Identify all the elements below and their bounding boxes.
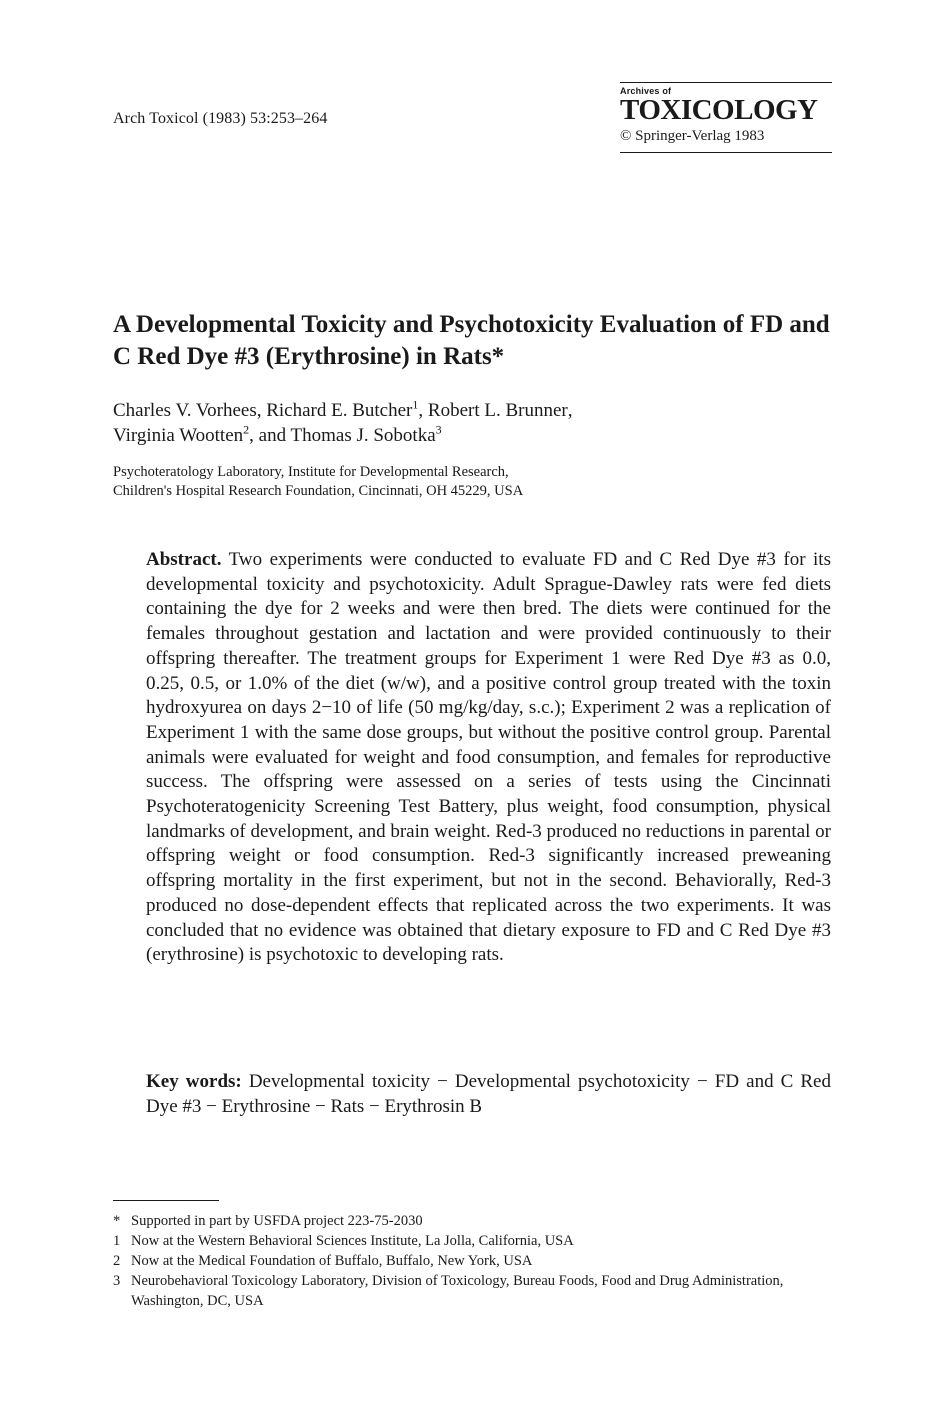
author-name: Robert L. Brunner bbox=[427, 400, 568, 421]
journal-masthead bbox=[620, 82, 832, 153]
footnote-text: Now at the Western Behavioral Sciences Institute, La Jolla, California, USA bbox=[131, 1233, 574, 1249]
footnote-mark: 2 bbox=[113, 1253, 121, 1269]
author-affiliation bbox=[113, 463, 813, 501]
author-name: Thomas J. Sobotka bbox=[290, 425, 436, 446]
author-separator: , bbox=[418, 400, 428, 421]
author-list bbox=[113, 398, 813, 448]
keywords-paragraph bbox=[146, 1070, 831, 1119]
footnote bbox=[113, 1271, 838, 1311]
footnotes bbox=[113, 1211, 838, 1311]
journal-citation: Arch Toxicol (1983) 53:253–264 bbox=[113, 110, 328, 127]
footnote bbox=[113, 1211, 838, 1231]
author-affiliation-mark: 3 bbox=[435, 422, 442, 437]
keywords-text: Developmental toxicity − Developmental psychotoxicity − FD and C Red Dye #3 − Erythrosine − Rats − Erythrosin B bbox=[146, 1071, 831, 1117]
footnote-mark: 3 bbox=[113, 1273, 121, 1289]
author-affiliation-mark: 1 bbox=[412, 397, 419, 412]
footnote-text: Supported in part by USFDA project 223-75-2030 bbox=[131, 1213, 423, 1229]
journal-kicker: Archives of bbox=[620, 86, 672, 96]
author-affiliation-mark: 2 bbox=[243, 422, 250, 437]
footnote-divider bbox=[113, 1200, 219, 1201]
footnote-text: Now at the Medical Foundation of Buffalo, Buffalo, New York, USA bbox=[131, 1253, 533, 1269]
keywords-label: Key words: bbox=[146, 1071, 242, 1092]
author-separator: , bbox=[567, 400, 573, 421]
abstract-label: Abstract. bbox=[146, 549, 222, 570]
footnote-text: Neurobehavioral Toxicology Laboratory, Division of Toxicology, Bureau Foods, Food and Drug Administration, Washington, DC, USA bbox=[131, 1273, 784, 1309]
copyright-line: © Springer-Verlag 1983 bbox=[620, 128, 765, 144]
author-name: Virginia Wootten bbox=[113, 425, 244, 446]
footnote-mark: * bbox=[113, 1213, 121, 1229]
abstract-paragraph bbox=[146, 548, 831, 968]
journal-name: TOXICOLOGY bbox=[620, 94, 818, 126]
article-title: A Developmental Toxicity and Psychotoxicity Evaluation of FD and C Red Dye #3 (Erythrosine) in Rats* bbox=[113, 311, 830, 370]
affiliation-line: Children's Hospital Research Foundation, Cincinnati, OH 45229, USA bbox=[113, 483, 524, 499]
footnote bbox=[113, 1251, 838, 1271]
author-separator: , and bbox=[249, 425, 291, 446]
abstract-text: Two experiments were conducted to evaluate FD and C Red Dye #3 for its developmental toxicity and psychotoxicity. Adult Sprague-Dawley rats were fed diets containing the dye for 2 weeks and were then bred. The diets were continued for the females throughout gestation and lactation and were provided continuously to their offspring thereafter. The treatment groups for Experiment 1 were Red Dye #3 as 0.0, 0.25, 0.5, or 1.0% of the diet (w/w), and a positive control group treated with the toxin hydroxyurea on days 2−10 of life (50 mg/kg/day, s.c.); Experiment 2 was a replication of Experiment 1 with the same dose groups, but without the positive control group. Parental animals were evaluated for weight and food consumption, and females for reproductive success. The offspring were assessed on a series of tests using the Cincinnati Psychoteratogenicity Screening Test Battery, plus weight, food consumption, physical landmarks of development, and brain weight. Red-3 produced no reductions in parental or offspring weight or food consumption. Red-3 significantly increased preweaning offspring mortality in the first experiment, but not in the second. Behaviorally, Red-3 produced no dose-dependent effects that replicated across the two experiments. It was concluded that no evidence was obtained that dietary exposure to FD and C Red Dye #3 (erythrosine) is psychotoxic to developing rats. bbox=[146, 549, 831, 966]
author-separator: , bbox=[256, 400, 267, 421]
footnote-mark: 1 bbox=[113, 1233, 121, 1249]
affiliation-line: Psychoteratology Laboratory, Institute for Developmental Research, bbox=[113, 464, 509, 480]
footnote bbox=[113, 1231, 838, 1251]
author-name: Charles V. Vorhees bbox=[113, 400, 257, 421]
author-name: Richard E. Butcher bbox=[266, 400, 413, 421]
